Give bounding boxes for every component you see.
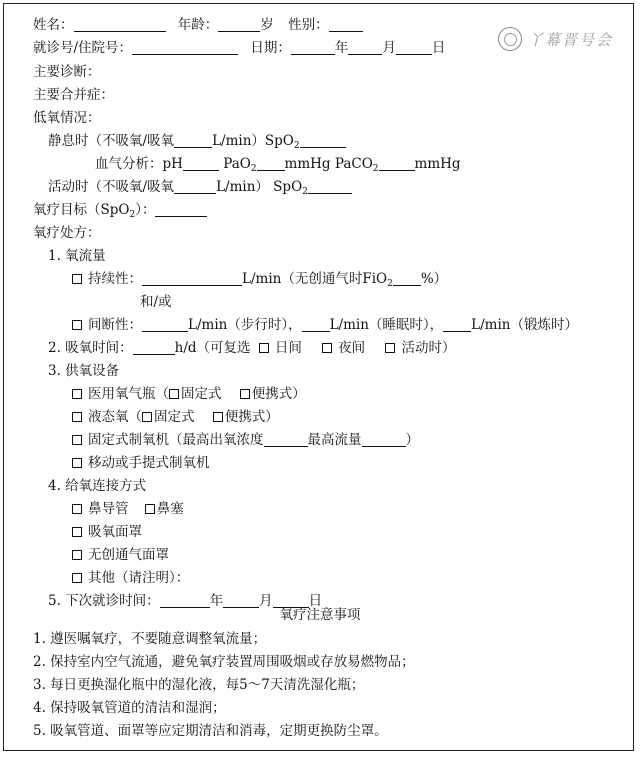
year-label: 年	[334, 40, 349, 56]
portable-concentrator-label: 移动或手提式制氧机	[88, 455, 210, 471]
month-label: 月	[382, 40, 396, 56]
connection-niv-row	[72, 544, 169, 566]
activity-label: 活动时（不吸氧/吸氧	[48, 179, 175, 195]
note-item: 1. 遵医嘱氧疗，不要随意调整氧流量；	[33, 631, 267, 647]
nasal-cannula-label: 鼻导管	[88, 501, 129, 517]
target-field[interactable]	[155, 201, 207, 217]
ph-field[interactable]	[183, 155, 219, 171]
liquid-oxygen-label: 液态氧（	[88, 409, 142, 425]
day-field[interactable]	[396, 39, 432, 55]
continuous-flow-field[interactable]	[142, 270, 242, 286]
year-label: 年	[209, 593, 224, 609]
continuous-label: 持续性：	[88, 271, 142, 287]
note-item: 3. 每日更换湿化瓶中的湿化液，每5～7天清洗湿化瓶；	[33, 677, 365, 693]
nasal-plug-checkbox[interactable]	[145, 504, 155, 514]
rest-label: 静息时（不吸氧/吸氧	[48, 133, 175, 149]
name-field[interactable]	[74, 16, 166, 32]
device-liquid-row	[72, 406, 279, 428]
year-field[interactable]	[291, 39, 335, 55]
other-checkbox[interactable]	[72, 573, 82, 583]
continuous-unit-label: L/min（无创通气时FiO	[242, 271, 388, 287]
walking-label: L/min（步行时），	[188, 317, 302, 333]
month-label: 月	[259, 593, 273, 609]
month-field[interactable]	[348, 39, 382, 55]
liquid-portable-checkbox[interactable]	[213, 412, 223, 422]
diagnosis-label: 主要诊断：	[33, 64, 101, 80]
subscript: 2	[372, 164, 379, 174]
age-field[interactable]	[218, 16, 260, 32]
nasal-plug-label: 鼻塞	[156, 501, 184, 517]
visit-no-field[interactable]	[132, 39, 238, 55]
section-connection: 4. 给氧连接方式	[48, 478, 147, 494]
age-label: 年龄：	[177, 17, 219, 33]
exercise-label: L/min（锻炼时）	[471, 317, 578, 333]
prescription-label: 氧疗处方：	[33, 225, 101, 241]
publisher-logo	[498, 27, 616, 53]
duration-label: 2. 吸氧时间：	[48, 340, 133, 356]
night-checkbox[interactable]	[322, 343, 332, 353]
connection-other-row	[72, 567, 189, 589]
exercise-flow-field[interactable]	[443, 316, 471, 332]
continuous-checkbox[interactable]	[72, 274, 82, 284]
activity-time-label: 活动时）	[401, 340, 456, 356]
fio2-field[interactable]	[393, 270, 421, 286]
comorbidity-label: 主要合并症：	[33, 87, 114, 103]
cylinder-portable-checkbox[interactable]	[240, 389, 250, 399]
activity-checkbox[interactable]	[385, 343, 395, 353]
subscript: 2	[302, 187, 308, 197]
duration-row	[48, 337, 455, 359]
rest-unit-label: L/min）SpO	[212, 133, 294, 149]
connection-mask-row	[72, 521, 142, 543]
intermittent-row	[72, 314, 578, 336]
max-flow-label: 最高流量	[307, 432, 362, 448]
mask-label: 吸氧面罩	[88, 524, 142, 540]
daytime-checkbox[interactable]	[259, 343, 269, 353]
portable-label: 便携式）	[251, 386, 306, 402]
pao2-field[interactable]	[257, 155, 285, 171]
pao2-label: PaO	[223, 156, 251, 172]
mask-checkbox[interactable]	[72, 527, 82, 537]
sex-field[interactable]	[329, 16, 363, 32]
subscript: 2	[250, 164, 257, 174]
mmhg-label: mmHg	[414, 156, 461, 172]
subscript: 2	[293, 141, 300, 151]
note-item: 2. 保持室内空气流通，避免氧疗装置周围吸烟或存放易燃物品；	[33, 654, 415, 670]
percent-label: %）	[420, 271, 448, 287]
notes-title: 氧疗注意事项	[279, 607, 361, 623]
target-colon: ）：	[135, 202, 156, 218]
sex-label: 性别：	[288, 17, 329, 33]
walking-flow-field[interactable]	[142, 316, 188, 332]
rest-flow-field[interactable]	[174, 132, 212, 148]
max-flow-field[interactable]	[362, 431, 406, 447]
note-item: 5. 吸氧管道、面罩等应定期清洁和消毒，定期更换防尘罩。	[33, 723, 388, 739]
name-label: 姓名：	[33, 17, 74, 33]
rest-spo2-field[interactable]	[300, 132, 346, 148]
liquid-oxygen-checkbox[interactable]	[72, 412, 82, 422]
activity-row	[48, 176, 352, 198]
next-visit-label: 5. 下次就诊时间：	[48, 593, 160, 609]
section-device: 3. 供氧设备	[48, 363, 120, 379]
paco2-field[interactable]	[379, 155, 415, 171]
and-or-label: 和/或	[140, 294, 172, 310]
device-portable-row	[72, 452, 210, 474]
date-label: 日期：	[250, 40, 291, 56]
activity-flow-field[interactable]	[174, 178, 216, 194]
niv-mask-label: 无创通气面罩	[88, 547, 169, 563]
device-concentrator-row	[72, 429, 419, 451]
sleeping-label: L/min（睡眠时），	[329, 317, 444, 333]
continuous-row	[72, 268, 447, 290]
target-label: 氧疗目标（SpO	[33, 202, 130, 218]
patient-info-row	[33, 14, 363, 36]
intermittent-label: 间断性：	[88, 317, 142, 333]
age-unit: 岁	[260, 17, 274, 33]
nasal-cannula-checkbox[interactable]	[72, 504, 82, 514]
subscript: 2	[387, 279, 393, 289]
concentrator-label: 固定式制氧机（最高出氧浓度	[88, 432, 264, 448]
max-concentration-field[interactable]	[264, 431, 308, 447]
night-label: 夜间	[338, 340, 366, 356]
concentrator-checkbox[interactable]	[72, 435, 82, 445]
other-label: 其他（请注明）：	[88, 570, 190, 586]
duration-unit-label: h/d（可复选	[174, 340, 251, 356]
activity-unit-label: L/min） SpO	[216, 179, 303, 195]
rest-row	[48, 130, 346, 152]
cylinder-checkbox[interactable]	[72, 389, 82, 399]
device-cylinder-row	[72, 383, 306, 405]
fixed-label: 固定式	[154, 409, 195, 425]
fixed-label: 固定式	[181, 386, 222, 402]
portable-label: 便携式）	[224, 409, 279, 425]
day-label: 日	[308, 593, 323, 609]
liquid-fixed-checkbox[interactable]	[142, 412, 152, 422]
intermittent-checkbox[interactable]	[72, 320, 82, 330]
note-item: 4. 保持吸氧管道的清洁和湿润；	[33, 700, 226, 716]
blood-gas-row	[95, 153, 461, 175]
logo-text: 丫幕晋号会	[528, 31, 614, 49]
visit-row	[33, 37, 445, 59]
activity-spo2-field[interactable]	[308, 178, 352, 194]
niv-mask-checkbox[interactable]	[72, 550, 82, 560]
close-paren: ）	[405, 432, 419, 448]
hypoxia-label: 低氧情况：	[33, 110, 101, 126]
daytime-label: 日间	[274, 340, 302, 356]
duration-field[interactable]	[133, 339, 175, 355]
portable-concentrator-checkbox[interactable]	[72, 458, 82, 468]
cylinder-label: 医用氧气瓶（	[88, 386, 169, 402]
visit-no-label: 就诊号/住院号：	[33, 40, 133, 56]
section-flow: 1. 氧流量	[48, 248, 106, 264]
day-label: 日	[431, 40, 446, 56]
connection-nasal-row	[72, 498, 184, 520]
seal-icon	[498, 27, 522, 51]
sleeping-flow-field[interactable]	[302, 316, 330, 332]
paco2-label: mmHg PaCO	[284, 156, 373, 172]
subscript: 2	[129, 210, 136, 220]
target-row	[33, 199, 207, 221]
ph-label: 血气分析：pH	[95, 156, 183, 172]
cylinder-fixed-checkbox[interactable]	[169, 389, 179, 399]
